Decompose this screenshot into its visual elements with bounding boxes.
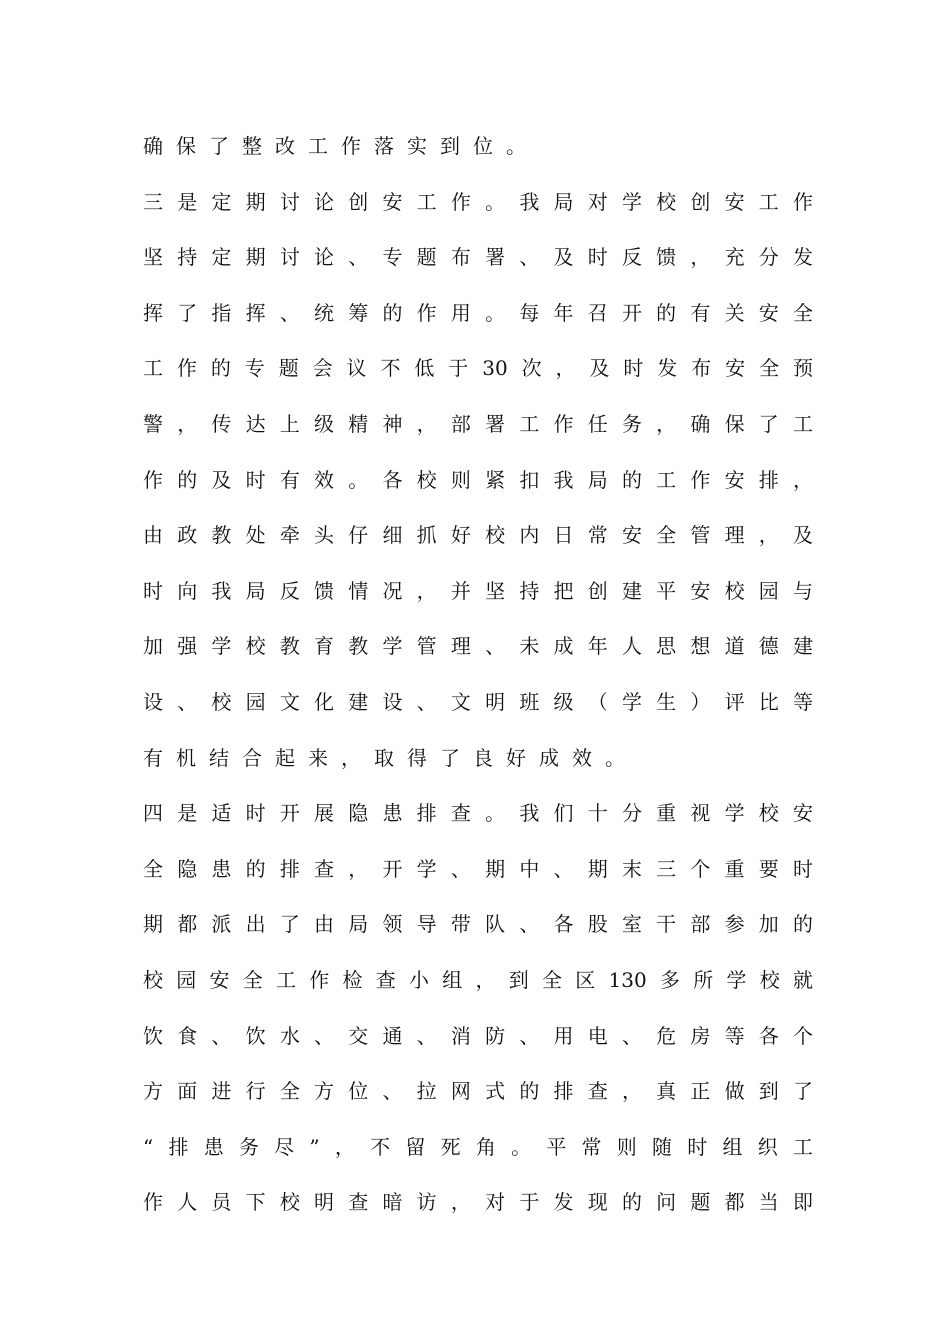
text-line: 全隐患的排查，开学、期中、期末三个重要时 — [143, 856, 813, 881]
body-text — [143, 126, 813, 1238]
text-line: “排患务尽”，不留死角。平常则随时组织工 — [143, 1134, 813, 1159]
text-line: 作人员下校明查暗访，对于发现的问题都当即 — [143, 1190, 813, 1215]
text-line: 坚持定期讨论、专题布署、及时反馈，充分发 — [143, 245, 813, 270]
text-line: 挥了指挥、统筹的作用。每年召开的有关安全 — [143, 300, 813, 325]
text-line: 工作的专题会议不低于30次，及时发布安全预 — [143, 356, 813, 381]
text-line: 方面进行全方位、拉网式的排查，真正做到了 — [143, 1079, 813, 1104]
text-line: 作的及时有效。各校则紧扣我局的工作安排， — [143, 467, 813, 492]
text-line: 三是定期讨论创安工作。我局对学校创安工作 — [143, 189, 813, 214]
text-line: 时向我局反馈情况，并坚持把创建平安校园与 — [143, 578, 813, 603]
text-line: 期都派出了由局领导带队、各股室干部参加的 — [143, 912, 813, 937]
text-line: 确保了整改工作落实到位。 — [143, 134, 539, 158]
text-line: 警，传达上级精神，部署工作任务，确保了工 — [143, 411, 813, 436]
text-line: 设、校园文化建设、文明班级（学生）评比等 — [143, 689, 813, 714]
text-line: 四是适时开展隐患排查。我们十分重视学校安 — [143, 801, 813, 826]
text-line: 校园安全工作检查小组，到全区130多所学校就 — [143, 967, 813, 992]
text-line: 有机结合起来，取得了良好成效。 — [143, 745, 638, 770]
text-line: 饮食、饮水、交通、消防、用电、危房等各个 — [143, 1023, 813, 1048]
text-line: 由政教处牵头仔细抓好校内日常安全管理，及 — [143, 523, 813, 548]
text-line: 加强学校教育教学管理、未成年人思想道德建 — [143, 634, 813, 659]
